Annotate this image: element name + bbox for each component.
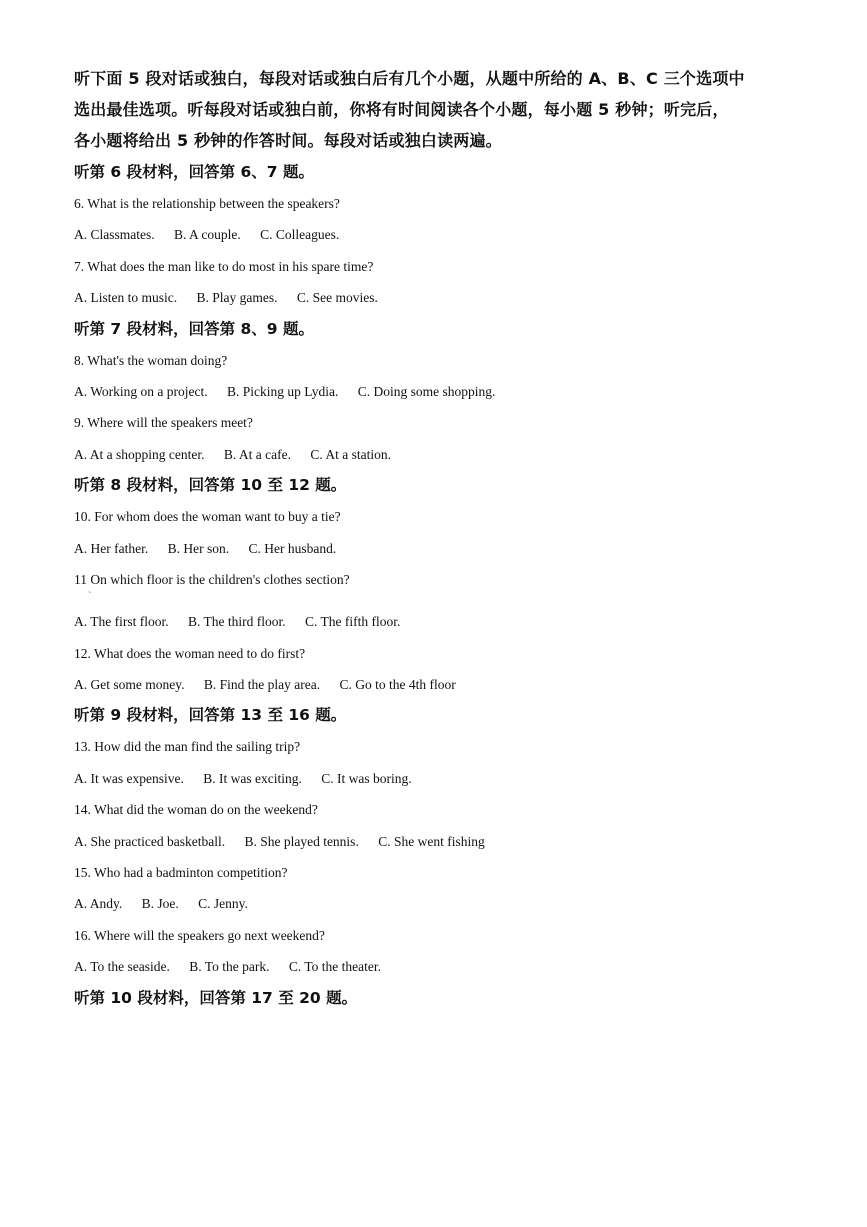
option-c: C. Doing some shopping. [357, 383, 496, 399]
answer-options [74, 951, 794, 982]
answer-options [74, 219, 794, 250]
option-a: A. Andy. [74, 896, 123, 912]
option-b: B. The third floor. [188, 614, 286, 630]
option-b: B. To the park. [189, 959, 270, 975]
option-a: A. At a shopping center. [74, 446, 205, 462]
option-b: B. Picking up Lydia. [227, 383, 339, 399]
answer-options [74, 606, 794, 637]
option-a: A. Get some money. [74, 677, 185, 693]
option-c: C. Jenny. [198, 896, 248, 912]
question-text: 6. What is the relationship between the speakers? [74, 196, 340, 211]
answer-options [74, 439, 794, 470]
section-title: 听第 8 段材料，回答第 10 至 12 题。 [74, 476, 347, 495]
section-title: 听第 7 段材料，回答第 8、9 题。 [74, 319, 314, 338]
option-a: A. Classmates. [74, 227, 155, 243]
option-c: C. At a station. [310, 446, 391, 462]
question-text: 9. Where will the speakers meet? [74, 415, 253, 431]
answer-options [74, 763, 794, 794]
spacer [74, 591, 794, 606]
question-text: 13. How did the man find the sailing trip? [74, 739, 301, 755]
question-text: 8. What's the woman doing? [74, 352, 228, 368]
option-b: B. At a cafe. [223, 446, 291, 462]
option-b: B. A couple. [174, 227, 241, 243]
option-c: C. To the theater. [288, 959, 382, 975]
instructions-line: 选出最佳选项。听每段对话或独白前，你将有时间阅读各个小题，每小题 5 秒钟；听完后， [74, 100, 729, 119]
option-c: C. Colleagues. [260, 227, 340, 243]
option-c: C. The fifth floor. [305, 614, 401, 630]
option-c: C. It was boring. [321, 770, 412, 786]
question-text: 12. What does the woman need to do first? [74, 645, 306, 661]
question-list [74, 157, 794, 1014]
answer-options [74, 888, 794, 919]
option-a: A. She practiced basketball. [74, 833, 226, 849]
option-c: C. Her husband. [248, 540, 337, 556]
instructions-line: 听下面 5 段对话或独白，每段对话或独白后有几个小题，从题中所给的 A、B、C 三个选项中 [74, 69, 745, 88]
section-title: 听第 9 段材料，回答第 13 至 16 题。 [74, 706, 347, 725]
option-a: A. Listen to music. [74, 290, 178, 306]
option-a: A. Her father. [74, 540, 149, 556]
option-a: A. Working on a project. [74, 383, 208, 399]
stray-mark: ` [88, 591, 92, 601]
answer-options [74, 282, 794, 313]
section-title: 听第 10 段材料，回答第 17 至 20 题。 [74, 988, 358, 1007]
option-a: A. The first floor. [74, 614, 169, 630]
answer-options [74, 669, 794, 700]
question-text: 11 On which floor is the children's clothes section? [74, 571, 350, 587]
question-text: 7. What does the man like to do most in his spare time? [74, 258, 374, 274]
option-b: B. It was exciting. [203, 770, 302, 786]
option-c: C. Go to the 4th floor [339, 677, 456, 693]
option-b: B. Find the play area. [203, 677, 321, 693]
option-b: B. Her son. [167, 540, 230, 556]
section-title: 听第 6 段材料，回答第 6、7 题。 [74, 163, 314, 181]
answer-options [74, 533, 794, 564]
option-c: C. See movies. [296, 290, 378, 306]
option-b: B. She played tennis. [244, 833, 359, 849]
option-b: B. Play games. [196, 290, 278, 306]
question-text: 16. Where will the speakers go next weekend? [74, 927, 325, 943]
option-b: B. Joe. [141, 896, 179, 912]
question-text: 15. Who had a badminton competition? [74, 865, 288, 881]
option-c: C. She went fishing [378, 833, 485, 849]
instructions-line: 各小题将给出 5 秒钟的作答时间。每段对话或独白读两遍。 [74, 131, 502, 150]
option-a: A. To the seaside. [74, 959, 170, 975]
question-text: 10. For whom does the woman want to buy a tie? [74, 509, 341, 525]
question-text: 14. What did the woman do on the weekend? [74, 802, 318, 818]
answer-options [74, 826, 794, 857]
option-a: A. It was expensive. [74, 770, 184, 786]
instructions [74, 63, 774, 156]
answer-options [74, 376, 794, 407]
